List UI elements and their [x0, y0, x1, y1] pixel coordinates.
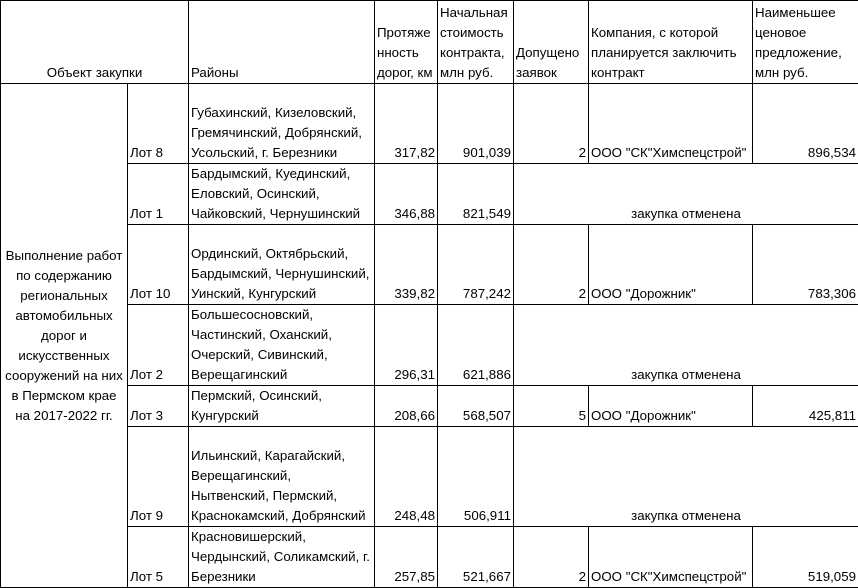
company-cell: ООО "Дорожник"	[589, 386, 753, 427]
table-row	[1, 386, 858, 427]
lot-cell: Лот 5	[128, 527, 189, 588]
regions-cell: Ильинский, Карагайский, Верещагинский, Нытвенский, Пермский, Краснокамский, Добрянский	[189, 427, 375, 527]
price-cell: 425,811	[753, 386, 858, 427]
company-cell: ООО "СК"Химспецстрой"	[589, 527, 753, 588]
regions-cell: Большесосновский, Частинский, Оханский, Очерский, Сивинский, Верещагинский	[189, 305, 375, 386]
lot-cell: Лот 2	[128, 305, 189, 386]
bids-cell: 5	[514, 386, 589, 427]
table-row	[1, 527, 858, 588]
bids-cell: 2	[514, 527, 589, 588]
header-regions: Районы	[189, 1, 375, 84]
length-cell: 339,82	[375, 225, 438, 305]
lot-cell: Лот 10	[128, 225, 189, 305]
cancelled-note: закупка отменена	[514, 427, 858, 527]
cost-cell: 506,911	[438, 427, 514, 527]
bids-cell: 2	[514, 84, 589, 164]
header-price: Наименьшее ценовое предложение, млн руб.	[753, 1, 858, 84]
company-cell: ООО "Дорожник"	[589, 225, 753, 305]
length-cell: 296,31	[375, 305, 438, 386]
procurement-object: Выполнение работ по содержанию региональных автомобильных дорог и искусственных сооружений на них в Пермском крае на 2017-2022 гг.	[1, 84, 128, 588]
length-cell: 346,88	[375, 164, 438, 225]
regions-cell: Ординский, Октябрьский, Бардымский, Чернушинский, Уинский, Кунгурский	[189, 225, 375, 305]
cost-cell: 901,039	[438, 84, 514, 164]
header-row	[1, 1, 858, 84]
length-cell: 248,48	[375, 427, 438, 527]
regions-cell: Губахинский, Кизеловский, Гремячинский, Добрянский, Усольский, г. Березники	[189, 84, 375, 164]
price-cell: 519,059	[753, 527, 858, 588]
header-cost: Начальная стоимость контракта, млн руб.	[438, 1, 514, 84]
company-cell: ООО "СК"Химспецстрой"	[589, 84, 753, 164]
table-row	[1, 305, 858, 386]
cancelled-note: закупка отменена	[514, 305, 858, 386]
header-company: Компания, с которой планируется заключить контракт	[589, 1, 753, 84]
cost-cell: 521,667	[438, 527, 514, 588]
cost-cell: 821,549	[438, 164, 514, 225]
cost-cell: 787,242	[438, 225, 514, 305]
price-cell: 896,534	[753, 84, 858, 164]
table-row	[1, 84, 858, 164]
header-bids: Допущено заявок	[514, 1, 589, 84]
cost-cell: 568,507	[438, 386, 514, 427]
lot-cell: Лот 1	[128, 164, 189, 225]
cancelled-note: закупка отменена	[514, 164, 858, 225]
length-cell: 317,82	[375, 84, 438, 164]
regions-cell: Пермский, Осинский, Кунгурский	[189, 386, 375, 427]
regions-cell: Бардымский, Куединский, Еловский, Осинский, Чайковский, Чернушинский	[189, 164, 375, 225]
lot-cell: Лот 8	[128, 84, 189, 164]
header-object: Объект закупки	[1, 1, 189, 84]
lot-cell: Лот 3	[128, 386, 189, 427]
table-row	[1, 164, 858, 225]
cost-cell: 621,886	[438, 305, 514, 386]
bids-cell: 2	[514, 225, 589, 305]
table-row	[1, 225, 858, 305]
length-cell: 257,85	[375, 527, 438, 588]
length-cell: 208,66	[375, 386, 438, 427]
regions-cell: Красновишерский, Чердынский, Соликамский, г. Березники	[189, 527, 375, 588]
header-length: Протяже нность дорог, км	[375, 1, 438, 84]
lot-cell: Лот 9	[128, 427, 189, 527]
price-cell: 783,306	[753, 225, 858, 305]
table-row	[1, 427, 858, 527]
